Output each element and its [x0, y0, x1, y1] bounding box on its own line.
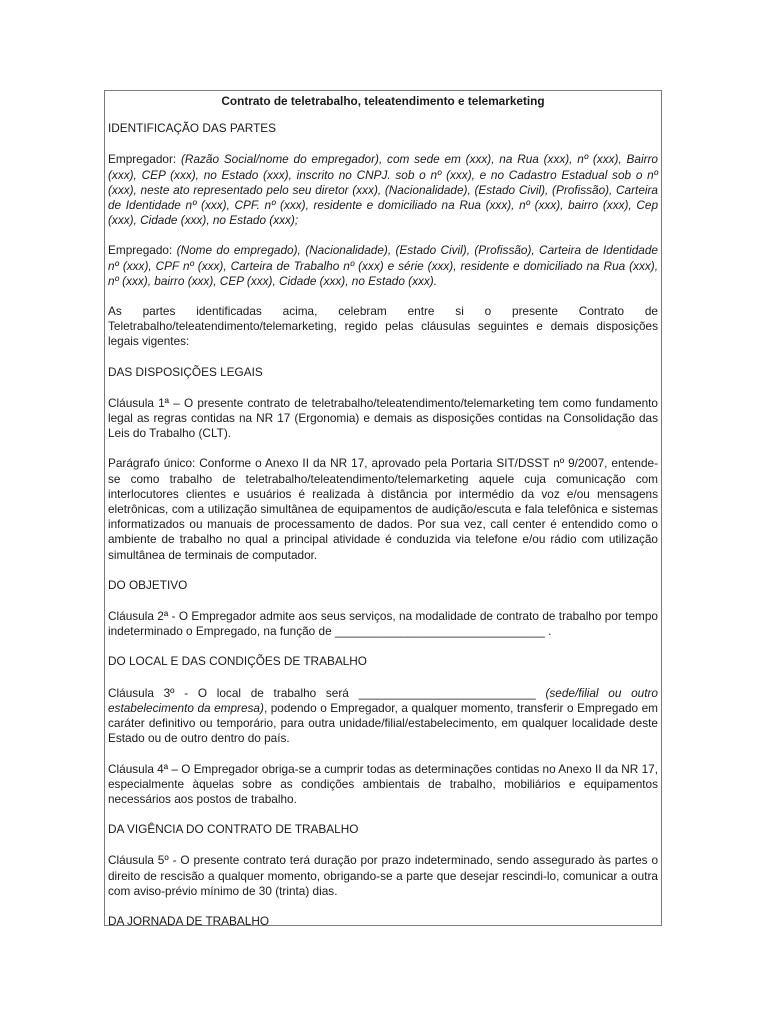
heading-jornada: DA JORNADA DE TRABALHO [108, 913, 270, 926]
clausula-3-end: , podendo o Empregador, a qualquer momento, transferir o Empregado em caráter definitivo ou temporário, para outra unidade/filial/estabelecimento, em qualquer localidade deste Estado ou de outro dentro do país. [108, 700, 658, 746]
empregador-details: (Razão Social/nome do empregador), com sede em (xxx), na Rua (xxx), nº (xxx), Bairro (xxx), CEP (xxx), no Estado (xxx), inscrito no CNPJ. sob o nº (xxx), e no Cadastro Estadual sob o nº (xxx), neste ato representado pelo seu diretor (xxx), (Nacionalidade), (Estado Civil), (Profissão), Carteira de Identidade nº (xxx), CPF. nº (xxx), residente e domiciliado na Rua (xxx), nº (xxx), bairro (xxx), Cep (xxx), Cidade (xxx), no Estado (xxx); [108, 152, 658, 228]
paragraph-clausula-3 [108, 686, 658, 747]
paragraph-partes: As partes identificadas acima, celebram entre si o presente Contrato de Teletrabalho/teleatendimento/telemarketing, regido pelas cláusulas seguintes e demais disposições legais vigentes: [108, 304, 658, 349]
paragraph-clausula-2: Cláusula 2ª - O Empregador admite aos seus serviços, na modalidade de contrato de trabalho por tempo indeterminado o Empregado, na função de ________________________________ . [108, 609, 658, 639]
paragraph-clausula-5: Cláusula 5º - O presente contrato terá duração por prazo indeterminado, sendo assegurado às partes o direito de rescisão a qualquer momento, obrigando-se a parte que desejar rescindi-lo, comunicar a outra com aviso-prévio mínimo de 30 (trinta) dias. [108, 853, 658, 898]
heading-vigencia: DA VIGÊNCIA DO CONTRATO DE TRABALHO [108, 822, 359, 837]
clausula-3-italic: (sede/filial ou outro estabelecimento da empresa) [108, 685, 658, 715]
paragraph-clausula-4: Cláusula 4ª – O Empregador obriga-se a cumprir todas as determinações contidas no Anexo II da NR 17, especialmente àquelas sobre as condições ambientais de trabalho, mobiliários e equipamentos necessários aos postos de trabalho. [108, 761, 658, 806]
paragraph-paragrafo-unico: Parágrafo único: Conforme o Anexo II da NR 17, aprovado pela Portaria SIT/DSST nº 9/2007, entende-se como trabalho de teletrabalho/teleatendimento/telemarketing aquele cuja comunicação com interlocutores clientes e usuários é realizada à distância por intermédio da voz e/ou mensagens eletrônicas, com a utilização simultânea de equipamentos de audição/escuta e fala telefônica e sistemas informatizados ou manuais de processamento de dados. Por sua vez, call center é entendido como o ambiente de trabalho no qual a principal atividade é conduzida via telefone e/ou rádio com utilização simultânea de terminais de computador. [108, 456, 658, 562]
heading-identificacao: IDENTIFICAÇÃO DAS PARTES [108, 121, 277, 136]
document-page [104, 90, 662, 926]
empregador-label: Empregador: [108, 152, 181, 167]
document-body [105, 91, 661, 926]
heading-local-condicoes: DO LOCAL E DAS CONDIÇÕES DE TRABALHO [108, 654, 367, 669]
heading-objetivo: DO OBJETIVO [108, 577, 188, 592]
paragraph-empregado [108, 243, 658, 289]
empregado-details: (Nome do empregado), (Nacionalidade), (Estado Civil), (Profissão), Carteira de Identidade nº (xxx), CPF nº (xxx), Carteira de Trabalho nº (xxx) e série (xxx), residente e domiciliado na Rua (xxx), nº (xxx), bairro (xxx), CEP (xxx), Cidade (xxx), no Estado (xxx). [108, 243, 658, 288]
empregado-label: Empregado: [108, 243, 177, 258]
document-title: Contrato de teletrabalho, teleatendimento e telemarketing [221, 94, 545, 108]
clausula-3-start: Cláusula 3º - O local de trabalho será ___________________________ [108, 685, 546, 700]
paragraph-clausula-1: Cláusula 1ª – O presente contrato de teletrabalho/teleatendimento/telemarketing tem como fundamento legal as regras contidas na NR 17 (Ergonomia) e demais as disposições contidas na Consolidação das Leis do Trabalho (CLT). [108, 395, 658, 441]
paragraph-empregador [108, 152, 658, 228]
heading-disposicoes-legais: DAS DISPOSIÇÕES LEGAIS [108, 364, 263, 379]
